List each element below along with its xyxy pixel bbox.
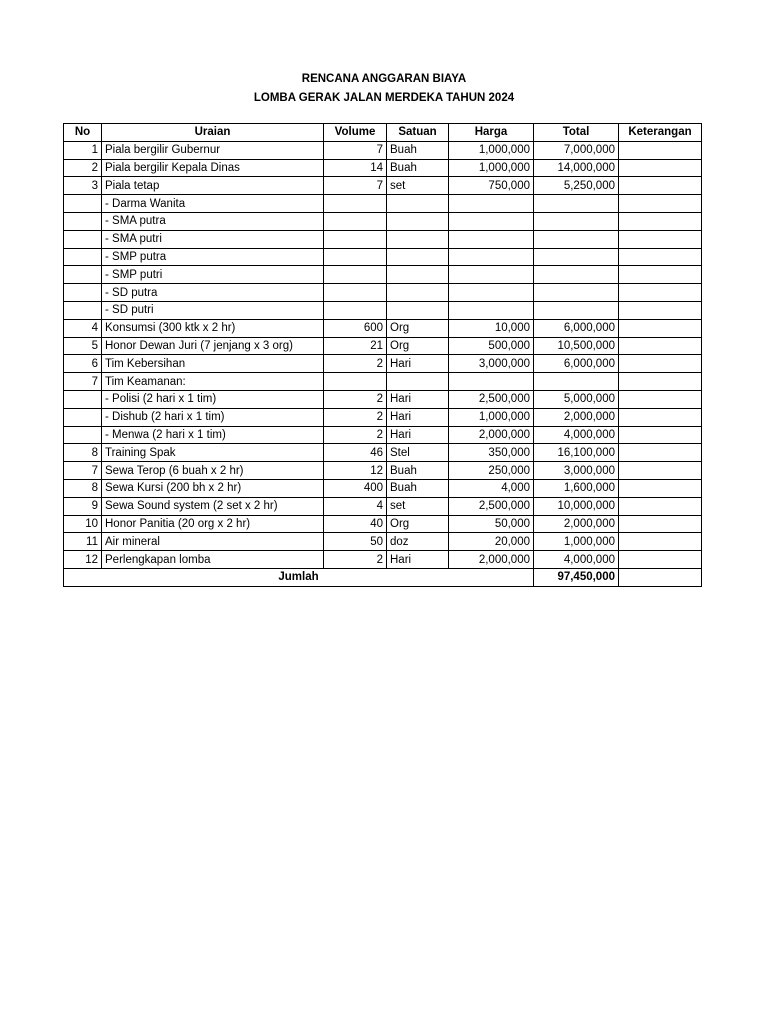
cell-total: 3,000,000 <box>534 462 619 480</box>
cell-harga: 750,000 <box>449 177 534 195</box>
cell-harga <box>449 212 534 230</box>
cell-satuan: Hari <box>387 426 449 444</box>
cell-harga: 2,500,000 <box>449 390 534 408</box>
cell-satuan: Buah <box>387 159 449 177</box>
cell-satuan: Buah <box>387 479 449 497</box>
cell-uraian: - Menwa (2 hari x 1 tim) <box>102 426 324 444</box>
cell-keterangan <box>619 141 702 159</box>
cell-keterangan <box>619 230 702 248</box>
table-row <box>64 337 702 355</box>
cell-keterangan <box>619 426 702 444</box>
cell-harga <box>449 230 534 248</box>
cell-total: 2,000,000 <box>534 408 619 426</box>
cell-harga: 2,500,000 <box>449 497 534 515</box>
cell-no: 3 <box>64 177 102 195</box>
cell-keterangan <box>619 408 702 426</box>
table-row <box>64 284 702 302</box>
cell-harga: 50,000 <box>449 515 534 533</box>
table-row <box>64 177 702 195</box>
cell-harga: 2,000,000 <box>449 551 534 569</box>
cell-keterangan <box>619 515 702 533</box>
cell-uraian: Sewa Terop (6 buah x 2 hr) <box>102 462 324 480</box>
cell-no: 8 <box>64 479 102 497</box>
cell-total: 5,250,000 <box>534 177 619 195</box>
header-harga: Harga <box>449 124 534 142</box>
cell-satuan <box>387 301 449 319</box>
cell-no: 10 <box>64 515 102 533</box>
cell-satuan: Hari <box>387 551 449 569</box>
table-row <box>64 355 702 373</box>
cell-no <box>64 301 102 319</box>
cell-satuan: doz <box>387 533 449 551</box>
header-no: No <box>64 124 102 142</box>
table-row <box>64 479 702 497</box>
cell-volume <box>324 301 387 319</box>
cell-volume: 400 <box>324 479 387 497</box>
cell-harga: 1,000,000 <box>449 408 534 426</box>
cell-volume: 2 <box>324 408 387 426</box>
header-satuan: Satuan <box>387 124 449 142</box>
cell-keterangan <box>619 266 702 284</box>
cell-total: 7,000,000 <box>534 141 619 159</box>
cell-no: 9 <box>64 497 102 515</box>
cell-satuan: Buah <box>387 462 449 480</box>
cell-keterangan <box>619 177 702 195</box>
cell-satuan: Org <box>387 319 449 337</box>
cell-volume: 600 <box>324 319 387 337</box>
cell-satuan: Org <box>387 515 449 533</box>
header-uraian: Uraian <box>102 124 324 142</box>
cell-volume <box>324 373 387 391</box>
cell-no: 7 <box>64 373 102 391</box>
cell-keterangan <box>619 551 702 569</box>
cell-volume <box>324 230 387 248</box>
cell-keterangan <box>619 390 702 408</box>
cell-volume: 7 <box>324 177 387 195</box>
table-row <box>64 497 702 515</box>
cell-satuan: Hari <box>387 390 449 408</box>
cell-satuan <box>387 212 449 230</box>
header-volume: Volume <box>324 124 387 142</box>
cell-no: 11 <box>64 533 102 551</box>
cell-total: 4,000,000 <box>534 551 619 569</box>
table-row <box>64 373 702 391</box>
cell-total: 10,500,000 <box>534 337 619 355</box>
cell-total <box>534 248 619 266</box>
cell-uraian: - SMA putri <box>102 230 324 248</box>
cell-volume: 4 <box>324 497 387 515</box>
cell-volume: 14 <box>324 159 387 177</box>
cell-uraian: Piala bergilir Gubernur <box>102 141 324 159</box>
cell-no <box>64 284 102 302</box>
cell-no: 6 <box>64 355 102 373</box>
cell-uraian: Sewa Sound system (2 set x 2 hr) <box>102 497 324 515</box>
cell-uraian: Konsumsi (300 ktk x 2 hr) <box>102 319 324 337</box>
cell-volume: 21 <box>324 337 387 355</box>
cell-harga: 20,000 <box>449 533 534 551</box>
cell-keterangan <box>619 248 702 266</box>
table-row <box>64 390 702 408</box>
jumlah-keterangan <box>619 568 702 586</box>
cell-volume: 2 <box>324 355 387 373</box>
table-row <box>64 212 702 230</box>
cell-no: 5 <box>64 337 102 355</box>
cell-keterangan <box>619 319 702 337</box>
cell-total: 2,000,000 <box>534 515 619 533</box>
cell-volume <box>324 212 387 230</box>
cell-harga: 10,000 <box>449 319 534 337</box>
cell-uraian: Air mineral <box>102 533 324 551</box>
cell-satuan <box>387 284 449 302</box>
cell-volume <box>324 195 387 213</box>
cell-satuan: Stel <box>387 444 449 462</box>
cell-keterangan <box>619 159 702 177</box>
table-row <box>64 515 702 533</box>
title-line-2: LOMBA GERAK JALAN MERDEKA TAHUN 2024 <box>253 92 515 104</box>
cell-keterangan <box>619 355 702 373</box>
table-header-row <box>64 124 702 142</box>
cell-volume: 40 <box>324 515 387 533</box>
cell-uraian: Honor Dewan Juri (7 jenjang x 3 org) <box>102 337 324 355</box>
table-row <box>64 141 702 159</box>
table-row <box>64 301 702 319</box>
cell-total: 14,000,000 <box>534 159 619 177</box>
table-row <box>64 195 702 213</box>
title-line-1: RENCANA ANGGARAN BIAYA <box>301 73 467 85</box>
cell-satuan: set <box>387 177 449 195</box>
cell-total <box>534 230 619 248</box>
cell-satuan <box>387 248 449 266</box>
cell-no <box>64 426 102 444</box>
table-row <box>64 159 702 177</box>
cell-uraian: - SD putri <box>102 301 324 319</box>
cell-harga <box>449 266 534 284</box>
cell-no: 4 <box>64 319 102 337</box>
cell-harga: 1,000,000 <box>449 141 534 159</box>
cell-total <box>534 195 619 213</box>
cell-no <box>64 212 102 230</box>
table-row <box>64 426 702 444</box>
table-row <box>64 551 702 569</box>
cell-volume <box>324 248 387 266</box>
cell-total: 6,000,000 <box>534 319 619 337</box>
cell-uraian: - Polisi (2 hari x 1 tim) <box>102 390 324 408</box>
cell-keterangan <box>619 462 702 480</box>
cell-volume: 2 <box>324 426 387 444</box>
table-row <box>64 266 702 284</box>
cell-harga: 250,000 <box>449 462 534 480</box>
cell-harga: 1,000,000 <box>449 159 534 177</box>
cell-satuan <box>387 373 449 391</box>
cell-total: 1,000,000 <box>534 533 619 551</box>
cell-harga: 3,000,000 <box>449 355 534 373</box>
budget-table <box>63 123 702 587</box>
cell-satuan: Buah <box>387 141 449 159</box>
cell-harga <box>449 284 534 302</box>
cell-uraian: - SMA putra <box>102 212 324 230</box>
cell-keterangan <box>619 444 702 462</box>
header-keterangan: Keterangan <box>619 124 702 142</box>
cell-satuan: Hari <box>387 408 449 426</box>
table-row <box>64 408 702 426</box>
cell-volume: 50 <box>324 533 387 551</box>
cell-uraian: - SMP putri <box>102 266 324 284</box>
cell-uraian: Sewa Kursi (200 bh x 2 hr) <box>102 479 324 497</box>
document-title <box>0 70 768 108</box>
jumlah-total: 97,450,000 <box>534 568 619 586</box>
cell-harga: 2,000,000 <box>449 426 534 444</box>
table-row <box>64 533 702 551</box>
cell-volume: 7 <box>324 141 387 159</box>
cell-total: 6,000,000 <box>534 355 619 373</box>
cell-total <box>534 212 619 230</box>
table-row <box>64 462 702 480</box>
cell-satuan <box>387 266 449 284</box>
cell-harga <box>449 248 534 266</box>
cell-satuan: Hari <box>387 355 449 373</box>
cell-no <box>64 266 102 284</box>
table-row <box>64 444 702 462</box>
cell-uraian: Perlengkapan lomba <box>102 551 324 569</box>
header-total: Total <box>534 124 619 142</box>
cell-volume: 46 <box>324 444 387 462</box>
cell-uraian: Piala bergilir Kepala Dinas <box>102 159 324 177</box>
cell-keterangan <box>619 212 702 230</box>
cell-volume: 2 <box>324 551 387 569</box>
cell-satuan <box>387 230 449 248</box>
cell-harga: 4,000 <box>449 479 534 497</box>
cell-uraian: Tim Keamanan: <box>102 373 324 391</box>
cell-no <box>64 230 102 248</box>
cell-total: 5,000,000 <box>534 390 619 408</box>
table-row <box>64 248 702 266</box>
cell-uraian: Honor Panitia (20 org x 2 hr) <box>102 515 324 533</box>
cell-harga <box>449 195 534 213</box>
cell-total: 10,000,000 <box>534 497 619 515</box>
cell-total: 4,000,000 <box>534 426 619 444</box>
cell-total: 1,600,000 <box>534 479 619 497</box>
cell-satuan: Org <box>387 337 449 355</box>
cell-volume: 12 <box>324 462 387 480</box>
table-row <box>64 319 702 337</box>
cell-no <box>64 390 102 408</box>
cell-no <box>64 195 102 213</box>
cell-no: 1 <box>64 141 102 159</box>
table-footer-row <box>64 568 702 586</box>
table-row <box>64 230 702 248</box>
cell-volume <box>324 284 387 302</box>
cell-total <box>534 266 619 284</box>
cell-total: 16,100,000 <box>534 444 619 462</box>
cell-uraian: Tim Kebersihan <box>102 355 324 373</box>
cell-satuan <box>387 195 449 213</box>
cell-volume: 2 <box>324 390 387 408</box>
cell-satuan: set <box>387 497 449 515</box>
cell-harga <box>449 301 534 319</box>
cell-no: 12 <box>64 551 102 569</box>
jumlah-label: Jumlah <box>64 568 534 586</box>
cell-no <box>64 408 102 426</box>
cell-keterangan <box>619 497 702 515</box>
cell-uraian: Piala tetap <box>102 177 324 195</box>
cell-no: 2 <box>64 159 102 177</box>
cell-keterangan <box>619 195 702 213</box>
table-body <box>64 141 702 568</box>
cell-keterangan <box>619 284 702 302</box>
cell-uraian: - Darma Wanita <box>102 195 324 213</box>
cell-keterangan <box>619 533 702 551</box>
cell-harga: 350,000 <box>449 444 534 462</box>
cell-keterangan <box>619 301 702 319</box>
cell-total <box>534 373 619 391</box>
cell-volume <box>324 266 387 284</box>
cell-uraian: Training Spak <box>102 444 324 462</box>
cell-harga <box>449 373 534 391</box>
cell-keterangan <box>619 479 702 497</box>
cell-uraian: - SD putra <box>102 284 324 302</box>
cell-keterangan <box>619 337 702 355</box>
cell-no <box>64 248 102 266</box>
cell-harga: 500,000 <box>449 337 534 355</box>
cell-total <box>534 301 619 319</box>
cell-no: 7 <box>64 462 102 480</box>
cell-uraian: - Dishub (2 hari x 1 tim) <box>102 408 324 426</box>
cell-no: 8 <box>64 444 102 462</box>
cell-total <box>534 284 619 302</box>
cell-keterangan <box>619 373 702 391</box>
cell-uraian: - SMP putra <box>102 248 324 266</box>
